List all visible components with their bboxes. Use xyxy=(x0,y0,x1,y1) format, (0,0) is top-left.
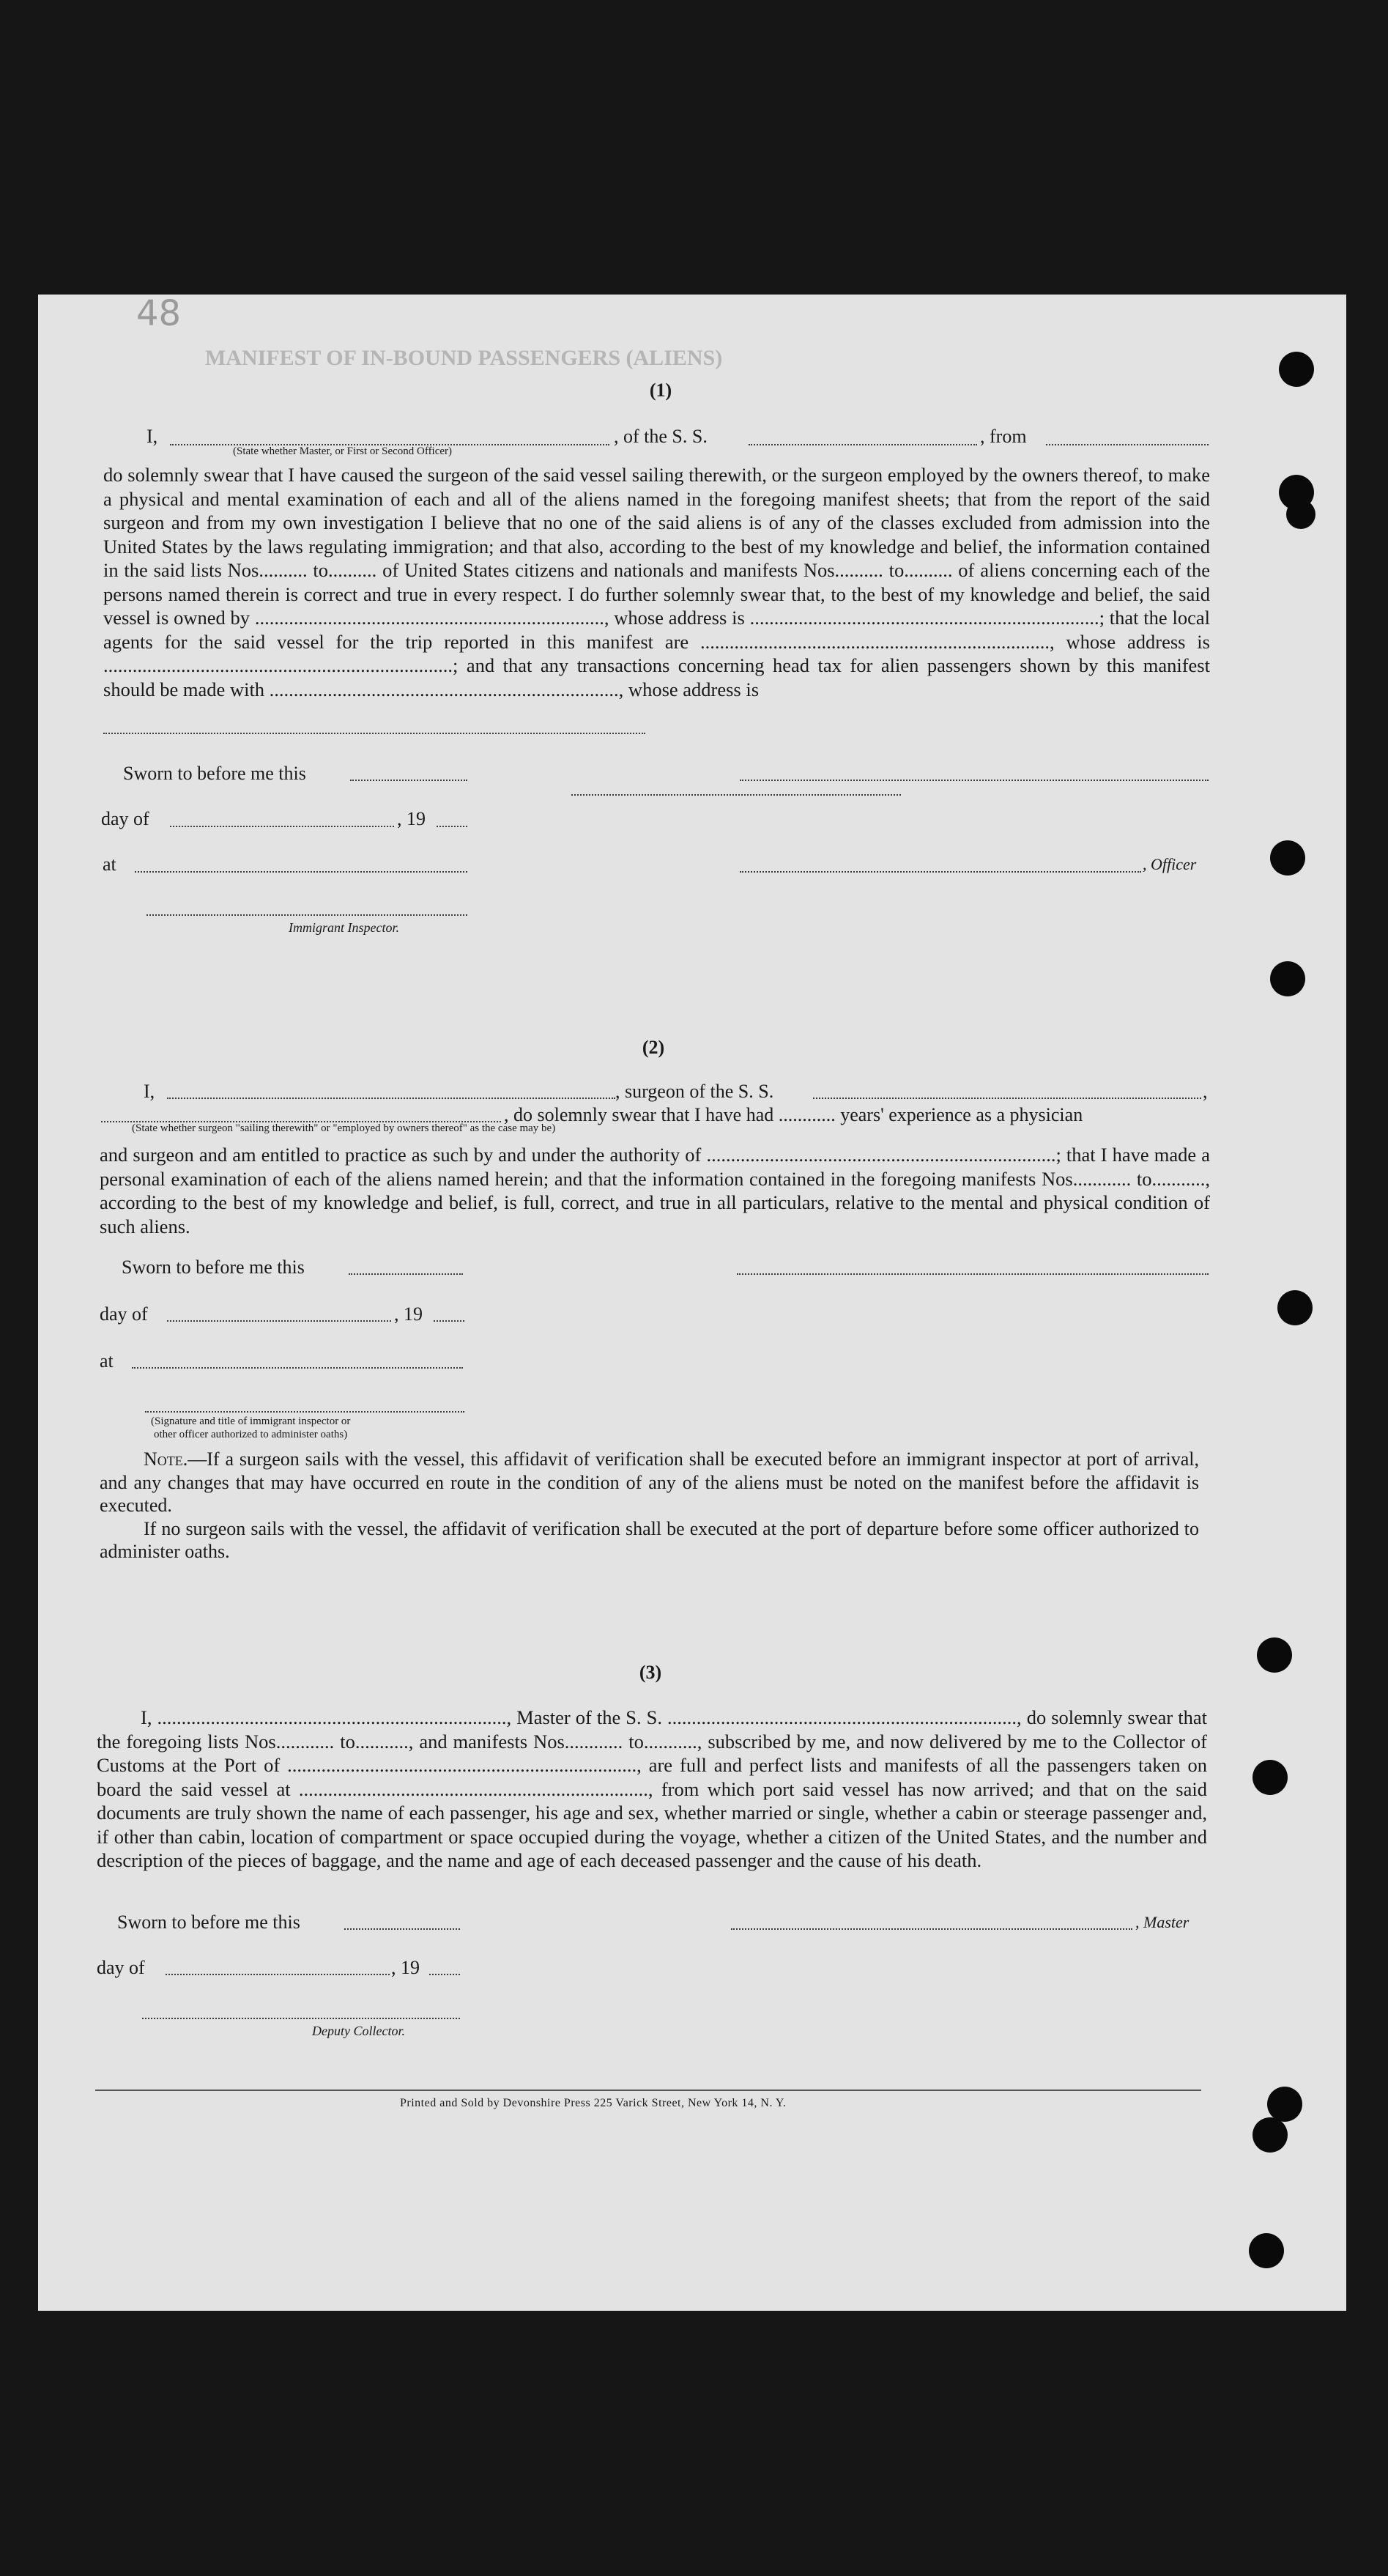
sec2-comma: , xyxy=(1203,1081,1208,1102)
sec3-year-field[interactable] xyxy=(429,1974,460,1975)
note-label: Note. xyxy=(144,1448,188,1470)
sec3-nineteen: , 19 xyxy=(391,1957,420,1978)
binder-hole xyxy=(1267,2087,1302,2122)
sec2-day-of: day of xyxy=(100,1303,148,1325)
sec1-i: I, xyxy=(146,426,158,447)
sec2-line2: , do solemnly swear that I have had ............ years' experience as a physician xyxy=(504,1104,1083,1125)
sec1-from: , from xyxy=(980,426,1027,447)
sec2-sig-caption-2: other officer authorized to administer oaths) xyxy=(154,1429,348,1440)
sec1-year-field[interactable] xyxy=(437,826,467,827)
sec1-of-ss: , of the S. S. xyxy=(614,426,708,447)
footer-rule xyxy=(95,2090,1201,2091)
section-3-number: (3) xyxy=(639,1662,662,1683)
sec1-at: at xyxy=(103,854,116,875)
sec3-deputy-collector: Deputy Collector. xyxy=(312,2024,405,2038)
sec3-sworn-date-field[interactable] xyxy=(344,1928,460,1930)
sec2-sworn-date-field[interactable] xyxy=(349,1273,463,1275)
sec3-body-text: I, ........................................................................, Master of the S. S. ........................................................................, do solemnly swear that the foregoing lists Nos............ to..........., and manifests Nos............ to..........., subscribed by me, and now delivered by me to the Collector of Customs at the Port of ........................................................................, are full and perfect lists and manifests of all the passengers taken on board the said vessel at ........................................................................, from which port said vessel has now arrived; and that on the said documents are truly shown the name of each passenger, his age and sex, whether married or single, whether a cabin or steerage passenger and, if other than cabin, location of compartment or space occupied during the voyage, whether a citizen of the United States, and the number and description of the pieces of baggage, and the name and age of each deceased passenger and the cause of his death. xyxy=(97,1706,1207,1871)
sec2-note-para-2: If no surgeon sails with the vessel, the affidavit of verification shall be executed at the port of departure before some officer authorized to administer oaths. xyxy=(100,1517,1199,1562)
sec2-caption: (State whether surgeon "sailing therewith" or "employed by owners thereof" as the case may be) xyxy=(132,1122,556,1134)
pencil-mark: 48 xyxy=(136,293,182,334)
sec2-signature-line[interactable] xyxy=(737,1273,1209,1275)
sec2-nineteen: , 19 xyxy=(394,1303,423,1325)
sec3-sworn: Sworn to before me this xyxy=(117,1911,300,1933)
sec2-body xyxy=(100,1143,1210,1238)
sec1-immigrant-inspector: Immigrant Inspector. xyxy=(289,920,399,935)
sec2-at: at xyxy=(100,1350,114,1372)
sec1-sworn: Sworn to before me this xyxy=(123,763,306,784)
binder-hole xyxy=(1252,1760,1288,1795)
sec2-sworn: Sworn to before me this xyxy=(122,1256,305,1278)
note-text: —If a surgeon sails with the vessel, this affidavit of verification shall be executed before an immigrant inspector at port of arrival, and any changes that may have occurred en route in the condition of any of the aliens must be noted on the manifest before the affidavit is executed. xyxy=(100,1448,1199,1516)
sec2-year-field[interactable] xyxy=(434,1320,464,1322)
bleed-through-title: MANIFEST OF IN-BOUND PASSENGERS (ALIENS) xyxy=(205,346,723,370)
binder-hole xyxy=(1257,1637,1292,1673)
sec1-inspector-line[interactable] xyxy=(146,914,467,916)
section-2-number: (2) xyxy=(642,1037,665,1058)
sec1-at-field[interactable] xyxy=(135,871,467,873)
sec2-note-para-1 xyxy=(100,1448,1199,1517)
sec2-at-field[interactable] xyxy=(132,1367,463,1369)
sec1-day-field[interactable] xyxy=(170,826,394,827)
section-1-number: (1) xyxy=(649,380,672,401)
sec3-master-line[interactable] xyxy=(731,1928,1132,1930)
sec1-signature-line-2 xyxy=(571,794,901,796)
sec3-body xyxy=(97,1706,1207,1873)
sec2-officer-sig-line[interactable] xyxy=(145,1411,464,1413)
sec3-deputy-line[interactable] xyxy=(142,2018,460,2019)
binder-hole xyxy=(1279,352,1314,387)
sec1-body-text: do solemnly swear that I have caused the surgeon of the said vessel sailing therewith, or the surgeon employed by the owners thereof, to make a physical and mental examination of each and all of the aliens named in the foregoing manifest sheets; that from the report of the said surgeon and from my own investigation I believe that no one of the said aliens is of any of the classes excluded from admission into the United States by the laws regulating immigration; and that also, according to the best of my knowledge and belief, the information contained in the said lists Nos.......... to.......... of United States citizens and nationals and manifests Nos.......... to.......... of aliens concerning each of the persons named therein is correct and true in every respect. I do further solemnly swear that, to the best of my knowledge and belief, the said vessel is owned by ........................................................................, whose address is ........................................................................; that the local agents for the said vessel for the trip reported in this manifest are ........................................................................, whose address is ........................................................................; and that any transactions concerning head tax for alien passengers shown by this manifest should be made with ........................................................................, whose address is xyxy=(103,464,1210,700)
sec3-day-field[interactable] xyxy=(166,1974,390,1975)
sec1-from-field[interactable] xyxy=(1046,444,1209,445)
sec2-surgeon-of-ss: , surgeon of the S. S. xyxy=(615,1081,774,1102)
sec1-nineteen: , 19 xyxy=(397,808,426,829)
sec1-vessel-field[interactable] xyxy=(749,444,977,445)
sec1-continuation-field[interactable] xyxy=(103,733,645,734)
binder-hole xyxy=(1252,2117,1288,2153)
sec3-master: , Master xyxy=(1135,1913,1190,1931)
printer-footer: Printed and Sold by Devonshire Press 225 Varick Street, New York 14, N. Y. xyxy=(400,2097,787,2109)
binder-hole xyxy=(1270,840,1305,876)
sec2-sig-caption-1: (Signature and title of immigrant inspector or xyxy=(151,1415,351,1427)
sec2-note xyxy=(100,1448,1199,1563)
binder-hole xyxy=(1277,1290,1313,1325)
sec2-vessel-field[interactable] xyxy=(813,1098,1201,1099)
sec2-day-field[interactable] xyxy=(167,1320,391,1322)
sec1-day-of: day of xyxy=(101,808,149,829)
binder-hole xyxy=(1249,2233,1284,2268)
sec2-body-text: and surgeon and am entitled to practice as such by and under the authority of ........................................................................; that I have made a personal examination of each of the aliens named herein; and that the information contained in the foregoing manifests Nos............ to..........., according to the best of my knowledge and belief, is full, correct, and true in all particulars, relative to the mental and physical condition of such aliens. xyxy=(100,1144,1210,1237)
sec3-day-of: day of xyxy=(97,1957,145,1978)
sec1-officer-line[interactable] xyxy=(740,871,1141,873)
sec2-name-field[interactable] xyxy=(167,1098,615,1099)
sec2-i: I, xyxy=(144,1081,155,1102)
sec1-caption: (State whether Master, or First or Second Officer) xyxy=(233,445,453,457)
sec1-body xyxy=(103,463,1210,701)
sec1-sworn-date-field[interactable] xyxy=(350,780,467,781)
binder-hole xyxy=(1270,961,1305,996)
binder-hole xyxy=(1286,500,1315,529)
sec1-signature-line[interactable] xyxy=(740,780,1209,781)
sec1-officer: , Officer xyxy=(1143,855,1197,873)
